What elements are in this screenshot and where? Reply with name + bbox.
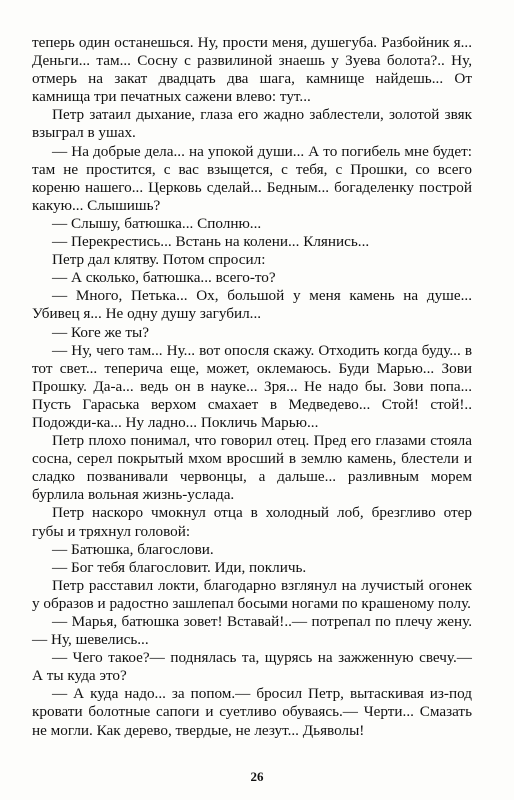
paragraph: — Ну, чего там... Ну... вот опосля скажу. Отходить когда буду... в тот свет... теперича еще, может, оклемаюсь. Буди Марью... Зови Прошку. Да-а... ведь он в науке... Зря... Не надо бы. Зови попа... Пусть Гараська верхом смахает в Медведево... Стой! стой!.. Подожди-ка... Ну ладно... Покличь Марью... — [32, 341, 472, 431]
paragraph: — Перекрестись... Встань на колени... Клянись... — [52, 233, 370, 251]
paragraph: Петр затаил дыхание, глаза его жадно заблестели, золотой звяк взыграл в ушах. — [32, 106, 472, 142]
paragraph: — Много, Петька... Ох, большой у меня камень на душе... Убивец я... Не одну душу загубил... — [32, 287, 472, 323]
paragraph: — Марья, батюшка зовет! Вставай!..— потрепал по плечу жену.— Ну, шевелись... — [32, 613, 472, 649]
paragraph: — Чего такое?— поднялась та, щурясь на зажженную свечу.— А ты куда это? — [32, 649, 472, 685]
paragraph: — Коге же ты? — [52, 323, 149, 341]
paragraph: Петр наскоро чмокнул отца в холодный лоб, брезгливо отер губы и тряхнул головой: — [32, 504, 472, 540]
paragraph: — Бог тебя благословит. Иди, покличь. — [52, 558, 307, 576]
paragraph: — На добрые дела... на упокой души... А то погибель мне будет: там не простится, с вас взыщется, с тебя, с Прошки, со всего кореню нашего... Церковь сделай... Бедным... богаделенку построй какую... Слышишь? — [32, 142, 472, 214]
paragraph: — Батюшка, благослови. — [52, 540, 214, 558]
paragraph: теперь один останешься. Ну, прости меня, душегуба. Разбойник я... Деньги... там... Сосну с развилиной знаешь у Зуева болота?.. Ну, отмерь на закат двадцать два шага, камнище найдешь... От камнища три печатных сажени влево: тут... — [32, 34, 472, 106]
paragraph: Петр плохо понимал, что говорил отец. Пред его глазами стояла сосна, серел покрытый мхом вросший в землю камень, блестели и сладко позванивали червонцы, а дальше... разливным морем бурлила вольная жизнь-услада. — [32, 432, 472, 504]
paragraph: — Слышу, батюшка... Сполню... — [52, 214, 262, 232]
page-number: 26 — [250, 769, 264, 784]
paragraph: — А куда надо... за попом.— бросил Петр, вытаскивая из-под кровати болотные сапоги и суетливо обуваясь.— Черти... Смазать не могли. Как дерево, твердые, не лезут... Дьяволы! — [32, 685, 472, 739]
page-text — [32, 34, 472, 740]
paragraph: — А сколько, батюшка... всего-то? — [52, 269, 276, 287]
paragraph: Петр расставил локти, благодарно взглянул на лучистый огонек у образов и радостно зашлепал босыми ногами по крашеному полу. — [32, 576, 472, 612]
paragraph: Петр дал клятву. Потом спросил: — [52, 251, 266, 269]
